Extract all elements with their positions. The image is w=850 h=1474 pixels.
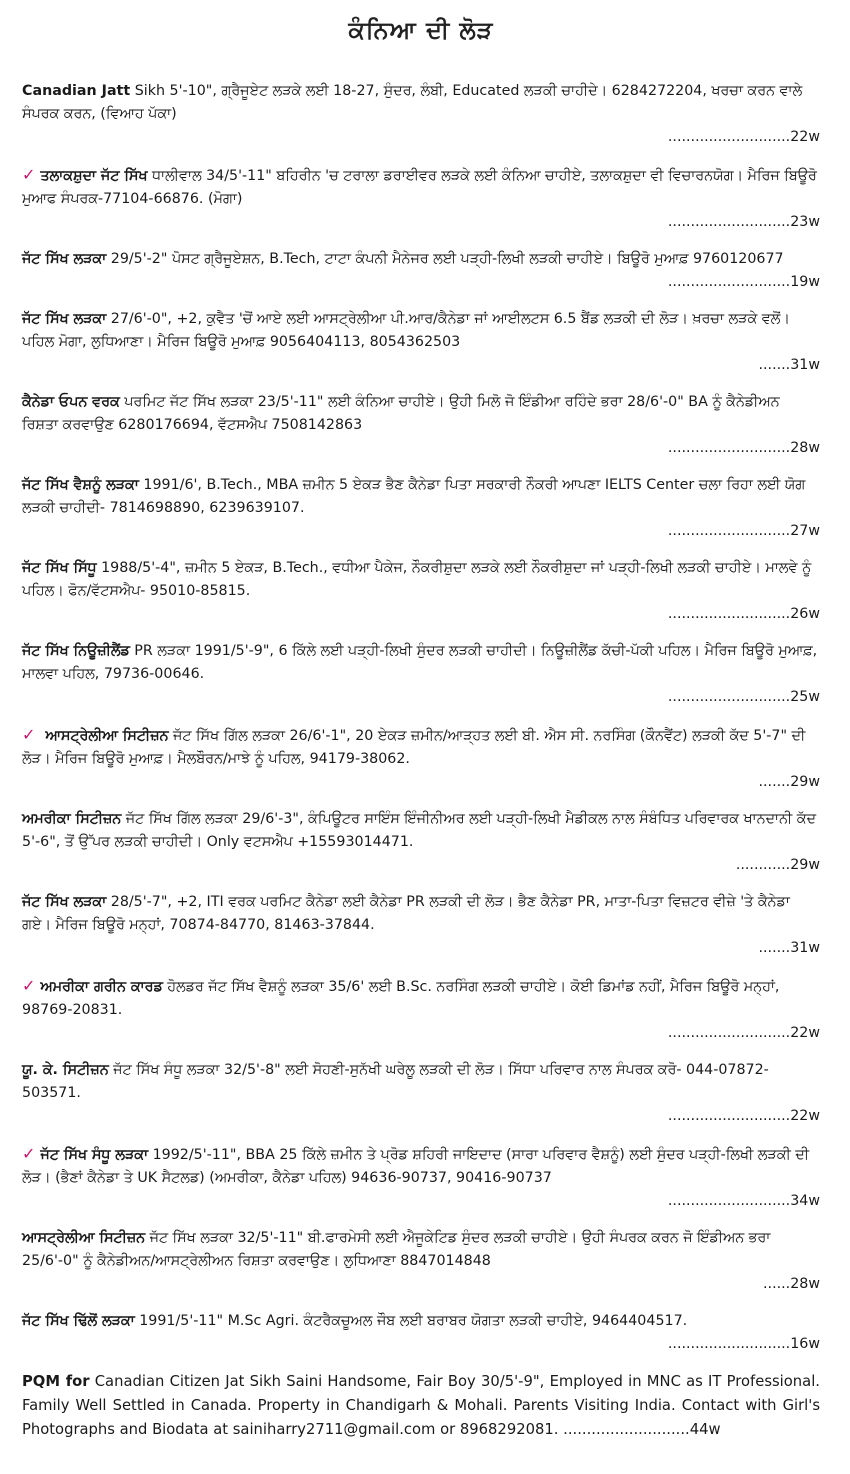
ad-dots: ........................... xyxy=(667,689,791,705)
checkmark-icon: ✓ xyxy=(22,1144,36,1163)
list-item xyxy=(22,1142,820,1213)
ad-text: 27/6'-0", +2, ਕੁਵੈਤ 'ਚੋਂ ਆਏ ਲਈ ਆਸਟ੍ਰੇਲੀਆ ਪੀ.ਆਰ/ਕੈਨੇਡਾ ਜਾਂ ਆਈਲਟਸ 6.5 ਬੈਂਡ ਲੜਕੀ ਦੀ ਲੋੜ। ਖ਼ਰਚਾ ਲੜਕੇ ਵਲੋਂ। ਪਹਿਲ ਮੋਗਾ, ਲੁਧਿਆਣਾ। ਮੈਰਿਜ ਬਿਊਰੋ ਮੁਆਫ਼ 9056404113, 8054362503 xyxy=(22,311,790,350)
ad-code-line xyxy=(22,937,820,960)
ad-code-line xyxy=(22,603,820,626)
ad-lead: PQM for xyxy=(22,1373,90,1390)
ad-lead: ਜੱਟ ਸਿੱਖ ਲੜਕਾ xyxy=(22,251,107,267)
ad-text: ਪਰਮਿਟ ਜੱਟ ਸਿੱਖ ਲੜਕਾ 23/5'-11" ਲਈ ਕੰਨਿਆ ਚਾਹੀਏ। ਉਹੀ ਮਿਲੋ ਜੋ ਇੰਡੀਆ ਰਹਿੰਦੇ ਭਰਾ 28/6'-0" BA ਨੂੰ ਕੈਨੇਡੀਅਨ ਰਿਸ਼ਤਾ ਕਰਵਾਉਣ 6280176694, ਵੱਟਸਐਪ 7508142863 xyxy=(22,394,780,433)
list-item xyxy=(22,974,820,1045)
ad-code: 22w xyxy=(790,129,820,145)
ad-text: 1992/5'-11", BBA 25 ਕਿੱਲੇ ਜ਼ਮੀਨ ਤੇ ਪ੍ਰੋਡ ਸ਼ਹਿਰੀ ਜਾਇਦਾਦ (ਸਾਰਾ ਪਰਿਵਾਰ ਵੈਸ਼ਨੂੰ) ਲਈ ਸੁੰਦਰ ਪੜ੍ਹੀ-ਲਿਖੀ ਲੜਕੀ ਦੀ ਲੋੜ। (ਭੈਣਾਂ ਕੈਨੇਡਾ ਤੇ UK ਸੈਟਲਡ) (ਅਮਰੀਕਾ, ਕੈਨੇਡਾ ਪਹਿਲ) 94636-90737, 90416-90737 xyxy=(22,1147,809,1186)
ad-code-line xyxy=(22,1022,820,1045)
ad-text: 1988/5'-4", ਜ਼ਮੀਨ 5 ਏਕੜ, B.Tech., ਵਧੀਆ ਪੈਕੇਜ, ਨੌਕਰੀਸ਼ੁਦਾ ਲੜਕੇ ਲਈ ਨੌਕਰੀਸ਼ੁਦਾ ਜਾਂ ਪੜ੍ਹੀ-ਲਿਖੀ ਲੜਕੀ ਚਾਹੀਏ। ਮਾਲਵੇ ਨੂੰ ਪਹਿਲ। ਫੋਨ/ਵੱਟਸਐਪ- 95010-85815. xyxy=(22,560,812,599)
ad-text: ਜੱਟ ਸਿੱਖ ਗਿੱਲ ਲੜਕਾ 29/6'-3", ਕੰਪਿਊਟਰ ਸਾਇੰਸ ਇੰਜੀਨੀਅਰ ਲਈ ਪੜ੍ਹੀ-ਲਿਖੀ ਮੈਡੀਕਲ ਨਾਲ ਸੰਬੰਧਿਤ ਪਰਿਵਾਰਕ ਖਾਨਦਾਨੀ ਕੱਦ 5'-6", ਤੋਂ ਉੱਪਰ ਲੜਕੀ ਚਾਹੀਦੀ। Only ਵਟਸਐਪ +15593014471. xyxy=(22,811,816,850)
ad-lead: ਜੱਟ ਸਿੱਖ ਢਿੱਲੋਂ ਲੜਕਾ xyxy=(22,1313,135,1329)
list-item xyxy=(22,391,820,460)
ad-dots: ........................... xyxy=(667,214,791,230)
ad-lead: Canadian Jatt xyxy=(22,83,131,99)
list-item xyxy=(22,640,820,709)
list-item xyxy=(22,163,820,234)
ad-text: 1991/5'-11" M.Sc Agri. ਕੰਟਰੈਕਚੂਅਲ ਜੌਬ ਲਈ ਬਰਾਬਰ ਯੋਗਤਾ ਲੜਕੀ ਚਾਹੀਏ, 9464404517. xyxy=(134,1313,688,1329)
ad-code-line xyxy=(22,271,820,294)
ad-dots: ........................... xyxy=(667,1336,791,1352)
ad-code: 31w xyxy=(790,357,820,373)
ad-code: 25w xyxy=(790,689,820,705)
ad-dots: ........................... xyxy=(667,1193,791,1209)
ad-text: 28/5'-7", +2, ITI ਵਰਕ ਪਰਮਿਟ ਕੈਨੇਡਾ ਲਈ ਕੈਨੇਡਾ PR ਲੜਕੀ ਦੀ ਲੋੜ। ਭੈਣ ਕੈਨੇਡਾ PR, ਮਾਤਾ-ਪਿਤਾ ਵਿਜ਼ਟਰ ਵੀਜ਼ੇ 'ਤੇ ਕੈਨੇਡਾ ਗਏ। ਮੈਰਿਜ ਬਿਊਰੋ ਮਨ੍ਹਾਂ, 70874-84770, 81463-37844. xyxy=(22,894,790,933)
ad-dots: ........................... xyxy=(667,129,791,145)
ad-lead: ਜੱਟ ਸਿੱਖ ਲੜਕਾ xyxy=(22,894,107,910)
ad-code: 28w xyxy=(790,1276,820,1292)
ad-lead: ਜੱਟ ਸਿੱਖ ਨਿਊਜ਼ੀਲੈਂਡ xyxy=(22,643,130,659)
ad-dots: ........................... xyxy=(563,1421,690,1438)
ad-code-line xyxy=(22,771,820,794)
ads-list xyxy=(22,80,820,1356)
list-item xyxy=(22,723,820,794)
ad-lead: ਯੂ. ਕੇ. ਸਿਟੀਜ਼ਨ xyxy=(22,1062,109,1078)
ad-code-line xyxy=(22,211,820,234)
ad-code-line xyxy=(22,520,820,543)
ad-dots: ....... xyxy=(758,357,791,373)
ad-code: 28w xyxy=(790,440,820,456)
ad-lead: ਜੱਟ ਸਿੱਖ ਸਿੱਧੂ xyxy=(22,560,97,576)
ad-lead: ਅਮਰੀਕਾ ਸਿਟੀਜ਼ਨ xyxy=(22,811,122,827)
ad-lead: ਤਲਾਕਸ਼ੁਦਾ ਜੱਟ ਸਿੱਖ xyxy=(40,168,148,184)
list-item xyxy=(22,80,820,149)
ad-text: ਜੱਟ ਸਿੱਖ ਗਿੱਲ ਲੜਕਾ 26/6'-1", 20 ਏਕੜ ਜ਼ਮੀਨ/ਆੜ੍ਹਤ ਲਈ ਬੀ. ਐਸ ਸੀ. ਨਰਸਿੰਗ (ਕੌਨਵੈਂਟ) ਲੜਕੀ ਕੱਦ 5'-7" ਦੀ ਲੋੜ। ਮੈਰਿਜ ਬਿਊਰੋ ਮੁਆਫ਼। ਮੈਲਬੌਰਨ/ਮਾਝੇ ਨੂੰ ਪਹਿਲ, 94179-38062. xyxy=(22,728,806,767)
list-item xyxy=(22,808,820,877)
ad-code: 22w xyxy=(790,1108,820,1124)
ad-text: PR ਲੜਕਾ 1991/5'-9", 6 ਕਿੱਲੇ ਲਈ ਪੜ੍ਹੀ-ਲਿਖੀ ਸੁੰਦਰ ਲੜਕੀ ਚਾਹੀਦੀ। ਨਿਊਜ਼ੀਲੈਂਡ ਕੱਚੀ-ਪੱਕੀ ਪਹਿਲ। ਮੈਰਿਜ ਬਿਊਰੋ ਮੁਆਫ਼, ਮਾਲਵਾ ਪਹਿਲ, 79736-00646. xyxy=(22,643,818,682)
checkmark-icon: ✓ xyxy=(22,976,36,995)
ad-code-line xyxy=(22,1105,820,1128)
ad-text: Sikh 5'-10", ਗ੍ਰੈਜੂਏਟ ਲੜਕੇ ਲਈ 18-27, ਸੁੰਦਰ, ਲੰਬੀ, Educated ਲੜਕੀ ਚਾਹੀਦੇ। 6284272204, ਖਰਚਾ ਕਰਨ ਵਾਲੇ ਸੰਪਰਕ ਕਰਨ, (ਵਿਆਹ ਪੱਕਾ) xyxy=(22,83,803,122)
list-item xyxy=(22,891,820,960)
ad-dots: ....... xyxy=(758,774,791,790)
ad-text: ਜੱਟ ਸਿੱਖ ਲੜਕਾ 32/5'-11" ਬੀ.ਫਾਰਮੇਸੀ ਲਈ ਐਜੂਕੇਟਿਡ ਸੁੰਦਰ ਲੜਕੀ ਚਾਹੀਏ। ਉਹੀ ਸੰਪਰਕ ਕਰਨ ਜੋ ਇੰਡੀਅਨ ਭਰਾ 25/6'-0" ਨੂੰ ਕੈਨੇਡੀਅਨ/ਆਸਟ੍ਰੇਲੀਅਨ ਰਿਸ਼ਤਾ ਕਰਵਾਉਣ। ਲੁਧਿਆਣਾ 8847014848 xyxy=(22,1230,771,1269)
ad-lead: ਜੱਟ ਸਿੱਖ ਵੈਸ਼ਨੂੰ ਲੜਕਾ xyxy=(22,477,139,493)
ad-code-line xyxy=(22,1190,820,1213)
ad-code-line xyxy=(22,1273,820,1296)
list-item xyxy=(22,248,820,294)
list-item xyxy=(22,1059,820,1128)
ad-code: 19w xyxy=(790,274,820,290)
ad-code-line xyxy=(563,1421,720,1438)
ad-text: Canadian Citizen Jat Sikh Saini Handsome, Fair Boy 30/5'-9", Employed in MNC as IT Professional. Family Well Settled in Canada. Property in Chandigarh & Mohali. Parents Visiting India. Contact with Girl's Photographs and Biodata at sainiharry2711@gmail.com or 8968292081. xyxy=(22,1373,820,1438)
ad-lead: ਆਸਟ੍ਰੇਲੀਆ ਸਿਟੀਜ਼ਨ xyxy=(22,1230,146,1246)
ad-lead: ਅਮਰੀਕਾ ਗਰੀਨ ਕਾਰਡ xyxy=(40,979,163,995)
list-item xyxy=(22,308,820,377)
ad-dots: ........................... xyxy=(667,1108,791,1124)
ad-dots: ............ xyxy=(735,857,791,873)
ad-code: 26w xyxy=(790,606,820,622)
page-title: ਕੰਨਿਆ ਦੀ ਲੋੜ xyxy=(348,16,494,44)
ad-lead: ਕੈਨੇਡਾ ਓਪਨ ਵਰਕ xyxy=(22,394,120,410)
checkmark-icon: ✓ xyxy=(22,725,36,744)
ad-dots: ........................... xyxy=(667,274,791,290)
ad-text: 29/5'-2" ਪੋਸਟ ਗ੍ਰੈਜੂਏਸ਼ਨ, B.Tech, ਟਾਟਾ ਕੰਪਨੀ ਮੈਨੇਜਰ ਲਈ ਪੜ੍ਹੀ-ਲਿਖੀ ਲੜਕੀ ਚਾਹੀਏ। ਬਿਊਰੋ ਮੁਆਫ਼ 9760120677 xyxy=(106,251,784,267)
ad-code: 29w xyxy=(790,857,820,873)
ad-code: 22w xyxy=(790,1025,820,1041)
ad-dots: ........................... xyxy=(667,1025,791,1041)
ad-dots: ........................... xyxy=(667,606,791,622)
list-item xyxy=(22,1227,820,1296)
ad-code: 31w xyxy=(790,940,820,956)
ad-lead: ਆਸਟ੍ਰੇਲੀਆ ਸਿਟੀਜ਼ਨ xyxy=(40,728,169,744)
ad-code-line xyxy=(22,854,820,877)
list-item xyxy=(22,1310,820,1356)
ad-code: 16w xyxy=(790,1336,820,1352)
ad-code: 29w xyxy=(790,774,820,790)
pqm-ad xyxy=(22,1370,820,1442)
ad-dots: ........................... xyxy=(667,523,791,539)
ad-code-line xyxy=(22,686,820,709)
ad-dots: ........................... xyxy=(667,440,791,456)
ad-code-line xyxy=(22,354,820,377)
list-item xyxy=(22,474,820,543)
ad-dots: ....... xyxy=(758,940,791,956)
ad-lead: ਜੱਟ ਸਿੱਖ ਸੰਧੂ ਲੜਕਾ xyxy=(40,1147,149,1163)
ad-text: 1991/6', B.Tech., MBA ਜ਼ਮੀਨ 5 ਏਕੜ ਭੈਣ ਕੈਨੇਡਾ ਪਿਤਾ ਸਰਕਾਰੀ ਨੌਕਰੀ ਆਪਣਾ IELTS Center ਚਲਾ ਰਿਹਾ ਲਈ ਯੋਗ ਲੜਕੀ ਚਾਹੀਦੀ- 7814698890, 6239639107. xyxy=(22,477,806,516)
ad-dots: ...... xyxy=(763,1276,791,1292)
ad-code: 44w xyxy=(689,1421,721,1438)
checkmark-icon: ✓ xyxy=(22,165,36,184)
ad-code-line xyxy=(22,126,820,149)
ad-text: ਧਾਲੀਵਾਲ 34/5'-11" ਬਹਿਰੀਨ 'ਚ ਟਰਾਲਾ ਡਰਾਈਵਰ ਲੜਕੇ ਲਈ ਕੰਨਿਆ ਚਾਹੀਏ, ਤਲਾਕਸ਼ੁਦਾ ਵੀ ਵਿਚਾਰਨਯੋਗ। ਮੈਰਿਜ ਬਿਊਰੋ ਮੁਆਫ ਸੰਪਰਕ-77104-66876. (ਮੋਗਾ) xyxy=(22,168,817,207)
ad-code-line xyxy=(22,437,820,460)
list-item xyxy=(22,557,820,626)
ad-code-line xyxy=(22,1333,820,1356)
ad-code: 27w xyxy=(790,523,820,539)
ad-text: ਹੋਲਡਰ ਜੱਟ ਸਿੱਖ ਵੈਸ਼ਨੂੰ ਲੜਕਾ 35/6' ਲਈ B.Sc. ਨਰਸਿੰਗ ਲੜਕੀ ਚਾਹੀਏ। ਕੋਈ ਡਿਮਾਂਡ ਨਹੀਂ, ਮੈਰਿਜ ਬਿਊਰੋ ਮਨ੍ਹਾਂ, 98769-20831. xyxy=(22,979,780,1018)
ad-code: 34w xyxy=(790,1193,820,1209)
ad-text: ਜੱਟ ਸਿੱਖ ਸੰਧੂ ਲੜਕਾ 32/5'-8" ਲਈ ਸੋਹਣੀ-ਸੁਨੱਖੀ ਘਰੇਲੂ ਲੜਕੀ ਦੀ ਲੋੜ। ਸਿੱਧਾ ਪਰਿਵਾਰ ਨਾਲ ਸੰਪਰਕ ਕਰੋ- 044-07872-503571. xyxy=(22,1062,769,1101)
ad-lead: ਜੱਟ ਸਿੱਖ ਲੜਕਾ xyxy=(22,311,107,327)
ad-code: 23w xyxy=(790,214,820,230)
